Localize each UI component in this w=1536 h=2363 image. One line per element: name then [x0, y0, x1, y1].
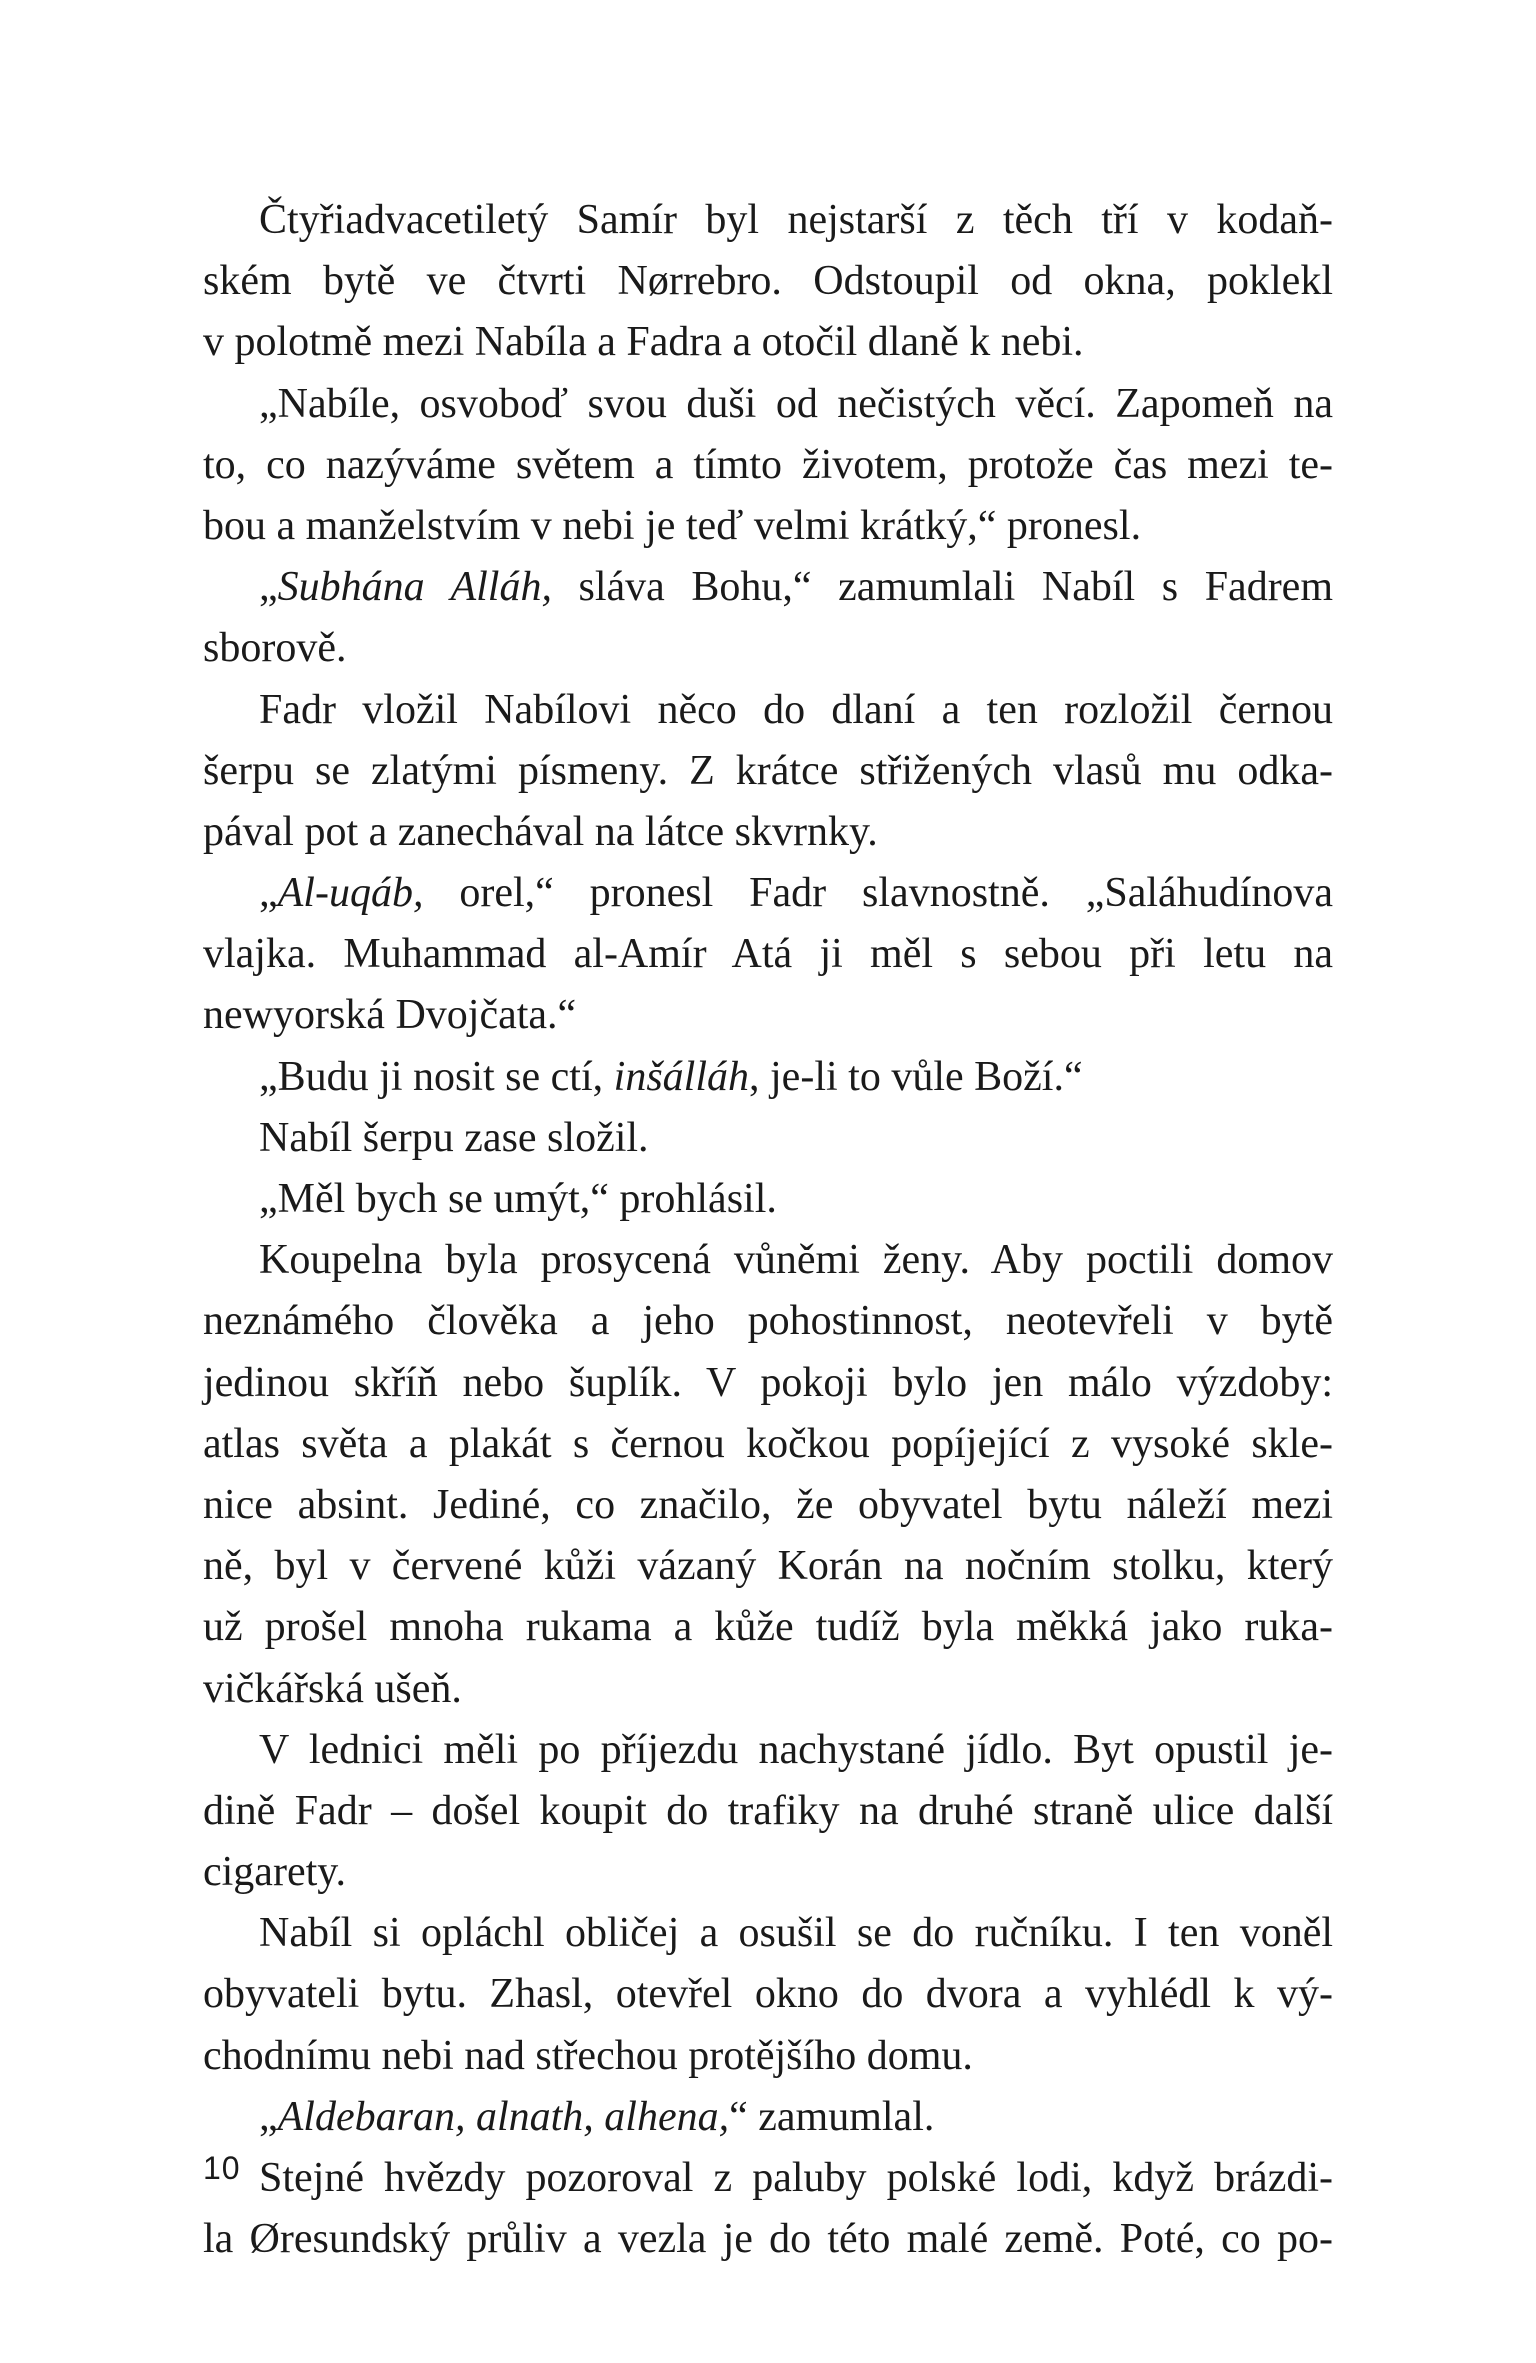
text-segment: la Øresundský průliv a vezla je do této malé země. Poté, co po-	[203, 2216, 1333, 2263]
text-segment: atlas světa a plakát s černou kočkou popíjející z vysoké skle-	[203, 1420, 1333, 1467]
text-segment: bou a manželstvím v nebi je teď velmi krátký,“ pronesl.	[203, 502, 1142, 549]
text-line	[203, 1964, 1333, 2025]
text-line	[203, 1230, 1333, 1291]
text-line	[203, 2087, 1333, 2148]
text-segment: Nabíl si opláchl obličej a osušil se do ručníku. I ten voněl	[259, 1910, 1333, 1957]
text-segment: „	[259, 564, 278, 611]
italic-text: Subhána Alláh,	[277, 564, 552, 611]
text-line	[203, 863, 1333, 924]
text-segment: vlajka. Muhammad al-Amír Atá ji měl s sebou při letu na	[203, 931, 1333, 978]
text-segment: sborově.	[203, 625, 347, 672]
text-segment: už prošel mnoha rukama a kůže tudíž byla měkká jako ruka-	[203, 1604, 1333, 1651]
text-segment: V lednici měli po příjezdu nachystané jídlo. Byt opustil je-	[259, 1726, 1333, 1773]
text-segment: Koupelna byla prosycená vůněmi ženy. Aby poctili domov	[259, 1237, 1333, 1284]
text-segment: „Budu ji nosit se ctí,	[259, 1053, 614, 1100]
text-segment: to, co nazýváme světem a tímto životem, protože čas mezi te-	[203, 441, 1333, 488]
text-segment: šerpu se zlatými písmeny. Z krátce střižených vlasů mu odka-	[203, 747, 1333, 794]
text-line	[203, 1353, 1333, 1414]
text-line	[203, 251, 1333, 312]
text-line	[203, 1720, 1333, 1781]
text-segment: „Měl bych se umýt,“ prohlásil.	[259, 1176, 777, 1222]
text-segment: neznámého člověka a jeho pohostinnost, neotevřeli v bytě	[203, 1298, 1333, 1345]
text-segment: jedinou skříň nebo šuplík. V pokoji bylo jen málo výzdoby:	[203, 1359, 1333, 1406]
text-line	[203, 557, 1333, 618]
text-line	[203, 1108, 1333, 1169]
text-segment: obyvateli bytu. Zhasl, otevřel okno do dvora a vyhlédl k vý-	[203, 1971, 1333, 2018]
text-segment: Čtyřiadvacetiletý Samír byl nejstarší z těch tří v kodaň-	[259, 197, 1333, 243]
text-line	[203, 1475, 1333, 1536]
text-segment: v polotmě mezi Nabíla a Fadra a otočil dlaně k nebi.	[203, 319, 1084, 366]
italic-text: inšálláh	[613, 1053, 750, 1100]
text-line	[203, 1781, 1333, 1842]
text-line	[203, 1169, 1333, 1230]
text-line	[203, 1414, 1333, 1475]
text-segment: newyorská Dvojčata.“	[203, 992, 577, 1039]
text-segment: „Nabíle, osvoboď svou duši od nečistých věcí. Zapomeň na	[259, 380, 1333, 427]
italic-text: Aldebaran, alnath, alhena,	[277, 2093, 730, 2140]
text-line	[203, 374, 1333, 435]
text-segment: , je-li to vůle Boží.“	[749, 1053, 1083, 1100]
text-line	[203, 1047, 1333, 1108]
text-line	[203, 496, 1333, 557]
text-segment: nice absint. Jediné, co značilo, že obyvatel bytu náleží mezi	[203, 1481, 1333, 1528]
text-line	[203, 618, 1333, 679]
text-line	[203, 1842, 1333, 1903]
text-segment: pával pot a zanechával na látce skvrnky.	[203, 808, 878, 855]
text-segment: cigarety.	[203, 1849, 347, 1896]
text-segment: Stejné hvězdy pozoroval z paluby polské lodi, když brázdi-	[259, 2155, 1333, 2201]
text-segment: Fadr vložil Nabílovi něco do dlaní a ten rozložil černou	[259, 686, 1333, 733]
text-line	[203, 1536, 1333, 1597]
text-segment: dině Fadr – došel koupit do trafiky na druhé straně ulice další	[203, 1787, 1333, 1834]
text-segment: „	[259, 2093, 278, 2140]
body-text	[203, 190, 1333, 2270]
text-segment: chodnímu nebi nad střechou protějšího domu.	[203, 2032, 973, 2079]
text-line	[203, 2148, 1333, 2209]
text-line	[203, 2026, 1333, 2087]
text-line	[203, 2209, 1333, 2270]
text-segment: orel,“ pronesl Fadr slavnostně. „Saláhudínova	[423, 870, 1333, 917]
text-line	[203, 1597, 1333, 1658]
text-segment: „	[259, 870, 278, 917]
text-line	[203, 741, 1333, 802]
text-segment: ském bytě ve čtvrti Nørrebro. Odstoupil od okna, poklekl	[203, 258, 1333, 305]
italic-text: Al-uqáb,	[277, 870, 424, 917]
text-segment: ně, byl v červené kůži vázaný Korán na nočním stolku, který	[203, 1543, 1333, 1590]
text-line	[203, 435, 1333, 496]
text-segment: Nabíl šerpu zase složil.	[259, 1114, 649, 1161]
text-line	[203, 985, 1333, 1046]
text-line	[203, 190, 1333, 251]
text-line	[203, 1659, 1333, 1720]
text-line	[203, 312, 1333, 373]
page-number: 10	[203, 2150, 241, 2186]
text-segment: sláva Bohu,“ zamumlali Nabíl s Fadrem	[551, 564, 1333, 611]
text-line	[203, 802, 1333, 863]
text-segment: “ zamumlal.	[729, 2093, 935, 2140]
text-line	[203, 680, 1333, 741]
text-line	[203, 924, 1333, 985]
text-segment: vičkářská ušeň.	[203, 1665, 462, 1712]
text-line	[203, 1903, 1333, 1964]
text-line	[203, 1291, 1333, 1352]
